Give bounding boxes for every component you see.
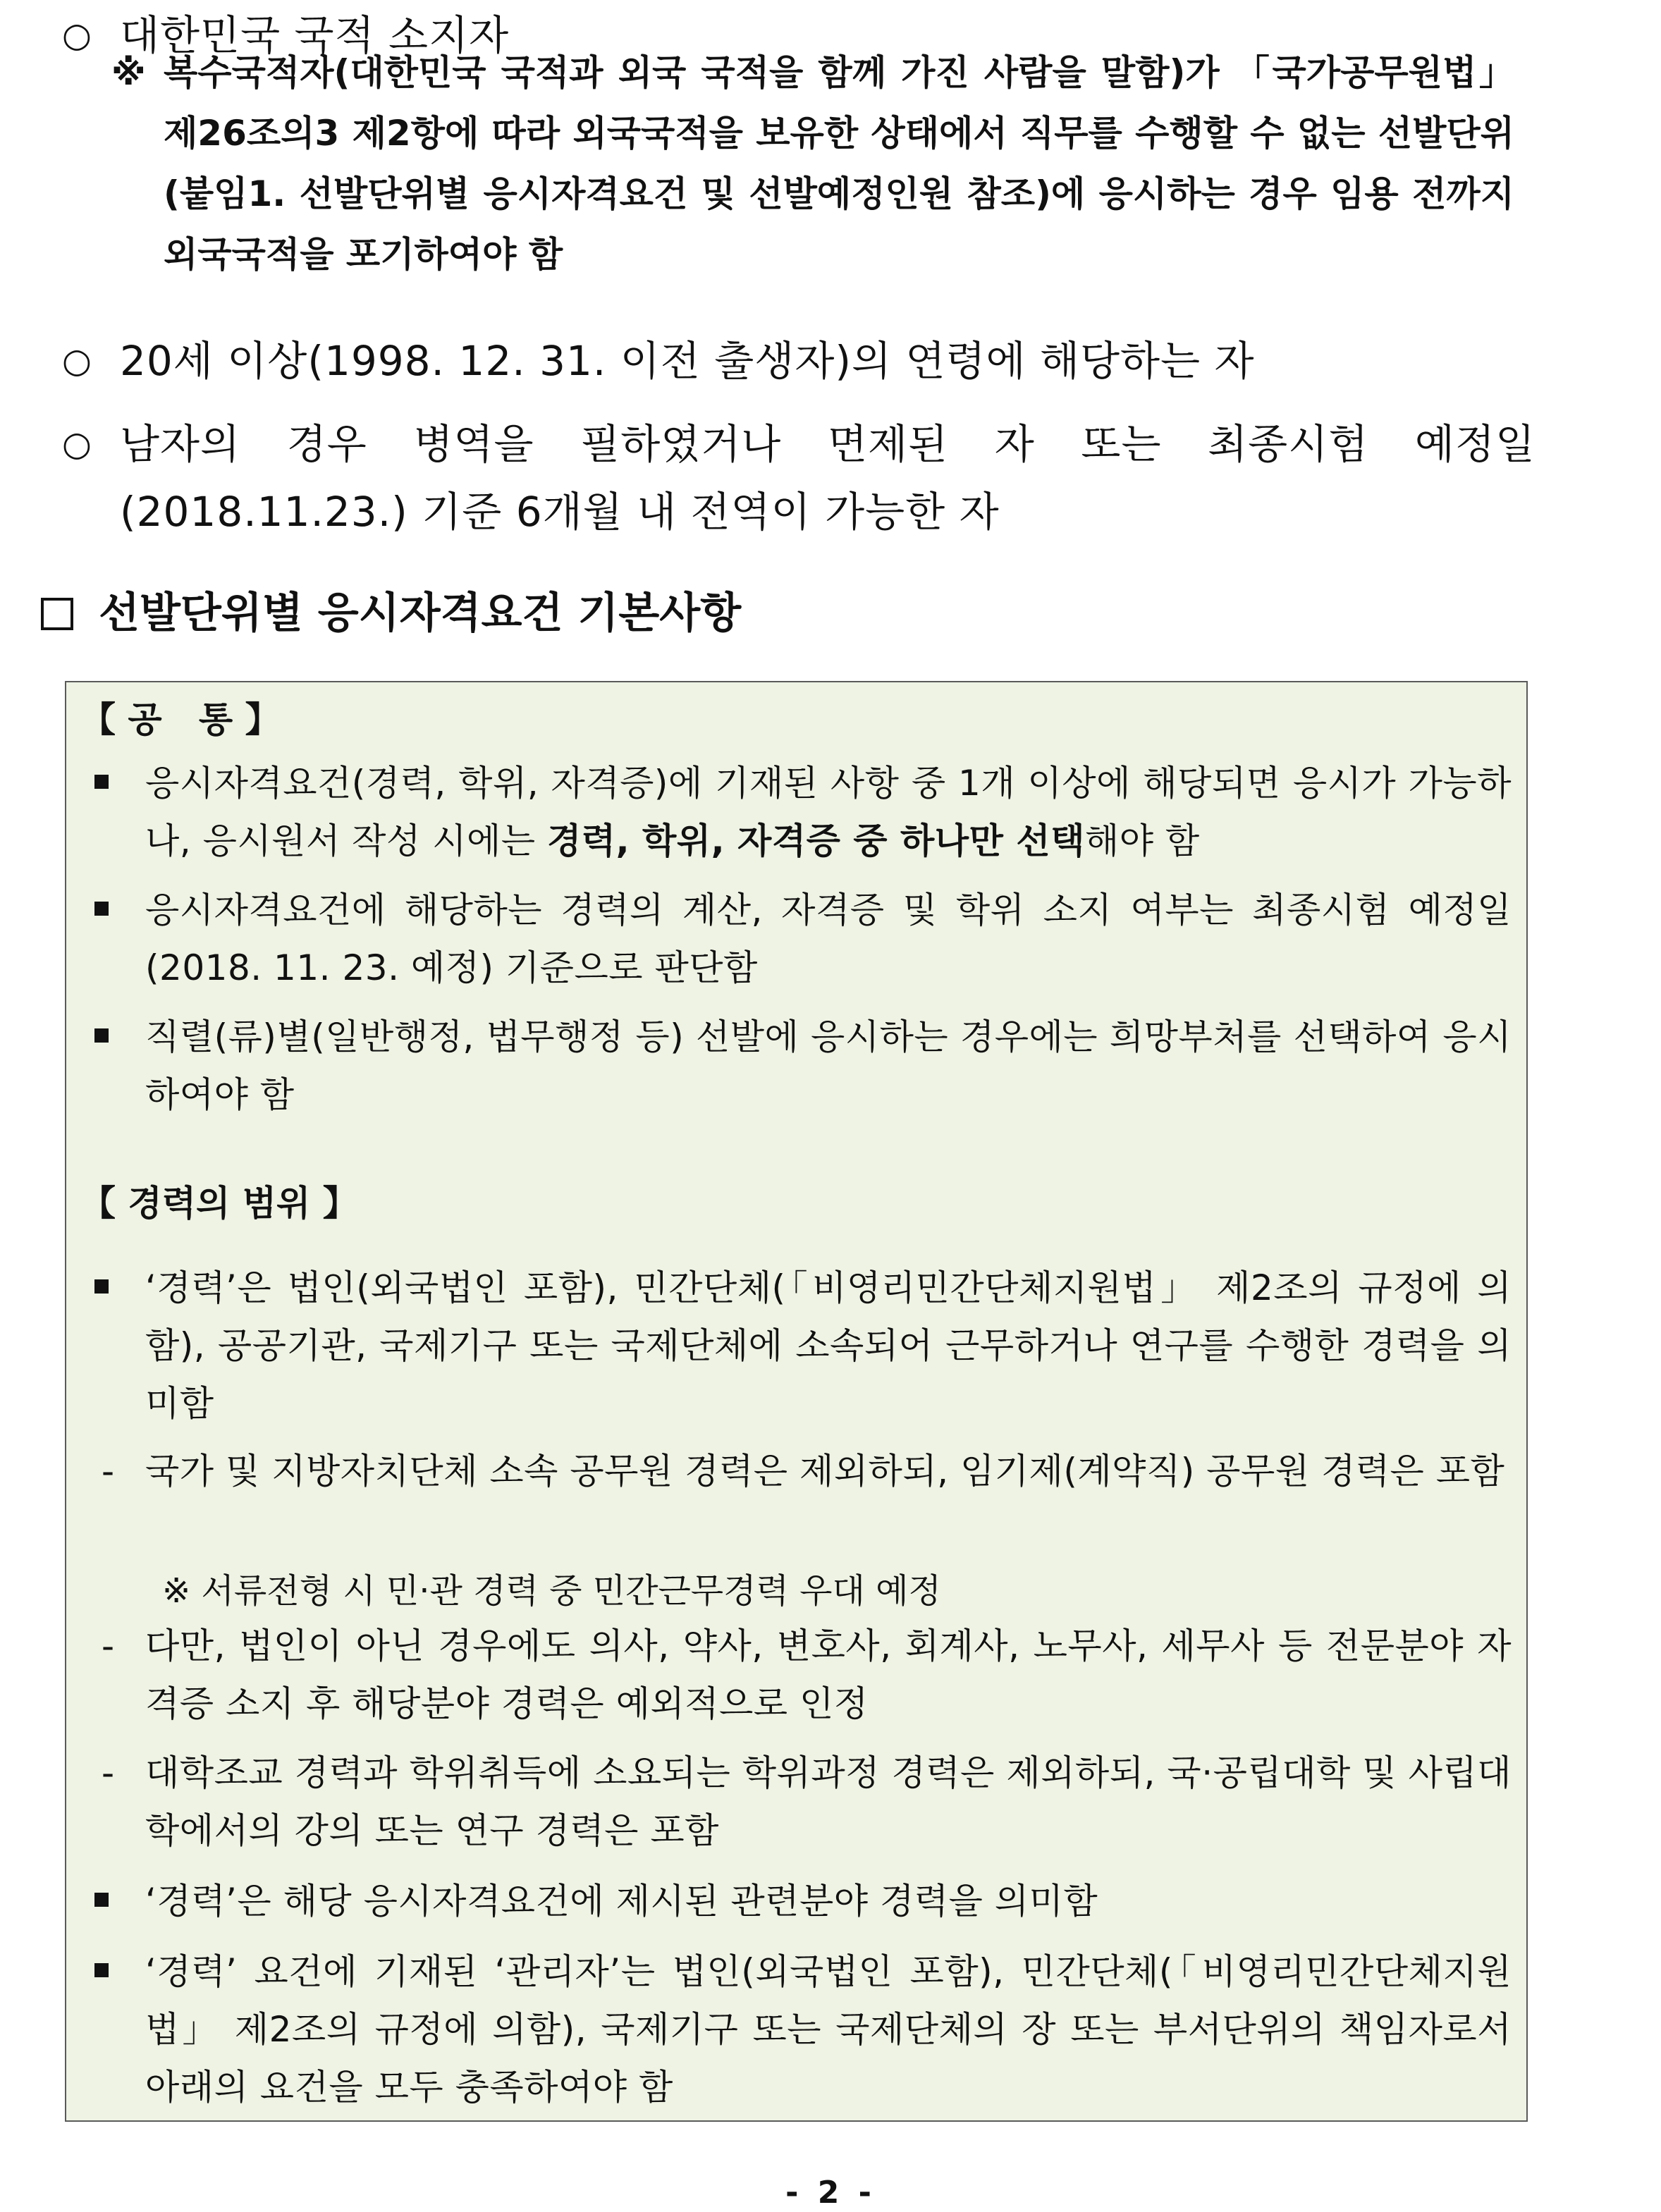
dual-nationality-note-text: 복수국적자(대한민국 국적과 외국 국적을 함께 가진 사람을 말함)가 「국가공무원법」 제26조의3 제2항에 따라 외국국적을 보유한 상태에서 직무를 수행할 수 없는 선발단위(붙임1. 선발단위별 응시자격요건 및 선발예정인원 참조)에 응시하는 경우 임용 전까지 외국국적을 포기하여야 함 [164,52,1515,275]
qualification-nationality-text: 대한민국 국적 소지자 [120,11,510,59]
common-item-1-text-a: 응시자격요건(경력, 학위, 자격증)에 기재된 사항 중 1개 이상에 해당되면 응시가 가능하나, 응시원서 작성 시에는 [145,763,1512,861]
common-item-1 [94,754,1512,870]
career-item-1-text: ‘경력’은 법인(외국법인 포함), 민간단체(「비영리민간단체지원법」 제2조의 규정에 의함), 공공기관, 국제기구 또는 국제단체에 소속되어 근무하거나 연구를 수행한 경력을 의미함 [145,1267,1512,1424]
career-sub-1-note: ※ 서류전형 시 민·관 경력 중 민간근무경력 우대 예정 [162,1571,941,1611]
square-bullet-icon [94,1028,109,1043]
career-sub-2-text: 다만, 법인이 아닌 경우에도 의사, 약사, 변호사, 회계사, 노무사, 세무사 등 전문분야 자격증 소지 후 해당분야 경력은 예외적으로 인정 [145,1626,1512,1724]
common-item-1-text [145,754,1512,870]
career-item-3 [94,1943,1512,2116]
common-item-2-text: 응시자격요건에 해당하는 경력의 계산, 자격증 및 학위 소지 여부는 최종시험 예정일(2018. 11. 23. 예정) 기준으로 판단함 [145,890,1512,988]
section-title [41,578,1169,649]
common-item-1-text-bold: 경력, 학위, 자격증 중 하나만 선택 [546,821,1085,861]
career-heading: 【 경력의 범위 】 [80,1183,358,1224]
common-item-1-text-b: 해야 함 [1084,821,1200,861]
dual-nationality-note [111,42,1514,285]
page-number: - 2 - [785,2175,876,2211]
section-title-text: 선발단위별 응시자격요건 기본사항 [99,589,742,638]
square-bullet-icon [94,1963,109,1977]
square-bullet-icon [94,1279,109,1294]
square-bullet-icon [94,902,109,916]
checkbox-square-icon [41,598,73,630]
career-sub-3-text: 대학조교 경력과 학위취득에 소요되는 학위과정 경력은 제외하되, 국·공립대학 및 사립대학에서의 강의 또는 연구 경력은 포함 [145,1752,1512,1851]
note-mark-icon: ※ [111,52,146,93]
career-sub-1 [94,1442,1512,1500]
career-sub-1-text: 국가 및 지방자치단체 소속 공무원 경력은 제외하되, 임기제(계약직) 공무원 경력은 포함 [145,1451,1505,1492]
dash-mark: - [102,1626,115,1666]
career-item-1 [94,1259,1512,1432]
qualification-age-text: 20세 이상(1998. 12. 31. 이전 출생자)의 연령에 해당하는 자 [120,337,1255,385]
career-sub-3 [94,1744,1512,1860]
career-item-2 [94,1872,1512,1930]
dash-mark: - [102,1752,115,1793]
common-item-3 [94,1008,1512,1124]
circle-bullet-icon: ○ [62,341,92,381]
common-heading: 【 공 통 】 [80,699,281,740]
circle-bullet-icon: ○ [62,424,92,464]
common-item-3-text: 직렬(류)별(일반행정, 법무행정 등) 선발에 응시하는 경우에는 희망부처를 선택하여 응시하여야 함 [145,1016,1512,1115]
dash-mark: - [102,1451,115,1492]
common-item-2 [94,881,1512,997]
qualification-military [62,410,1536,546]
career-sub-2 [94,1617,1512,1733]
square-bullet-icon [94,775,109,789]
qualification-military-text: 남자의 경우 병역을 필하였거나 면제된 자 또는 최종시험 예정일(2018.11.23.) 기준 6개월 내 전역이 가능한 자 [120,420,1536,536]
qualification-age [62,326,1536,396]
square-bullet-icon [94,1893,109,1907]
career-item-3-text: ‘경력’ 요건에 기재된 ‘관리자’는 법인(외국법인 포함), 민간단체(「비영리민간단체지원법」 제2조의 규정에 의함), 국제기구 또는 국제단체의 장 또는 부서단위의 책임자로서 아래의 요건을 모두 충족하여야 함 [145,1951,1512,2108]
requirements-panel [65,681,1528,2122]
career-item-2-text: ‘경력’은 해당 응시자격요건에 제시된 관련분야 경력을 의미함 [145,1881,1098,1922]
circle-bullet-icon: ○ [62,16,92,55]
